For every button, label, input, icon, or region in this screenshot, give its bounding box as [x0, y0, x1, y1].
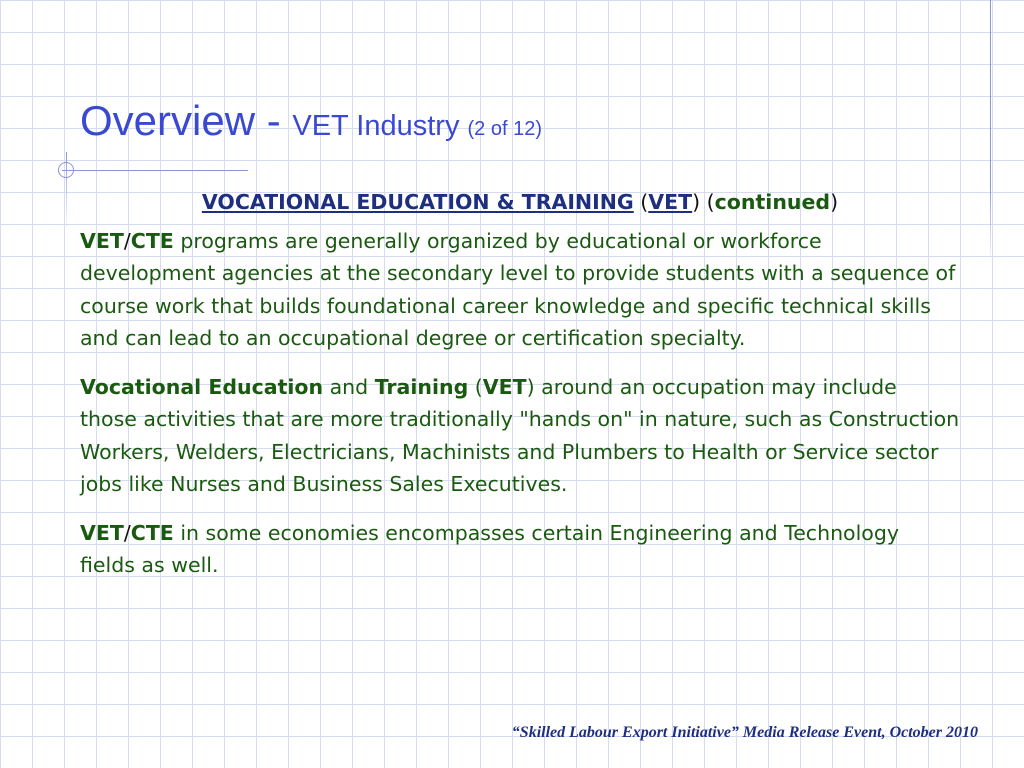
- keyword-vocational-education: Vocational Education: [80, 374, 324, 399]
- slide-body: [80, 186, 960, 598]
- paragraph-text: programs are generally organized by educational or workforce development agencies at the secondary level to provide students with a sequence of course work that builds foundational career knowledge and specific technical skills and can lead to an occupational degree or certification specialty.: [80, 228, 956, 350]
- title-rule-circle: [58, 162, 74, 178]
- paren-open: (: [468, 374, 483, 399]
- section-heading: [80, 186, 960, 219]
- keyword-cte: CTE: [130, 228, 174, 253]
- right-vertical-rule: [990, 0, 991, 264]
- heading-paren-mid: ) (: [692, 190, 715, 214]
- keyword-cte: CTE: [130, 520, 174, 545]
- slide-footer: “Skilled Labour Export Initiative” Media Release Event, October 2010: [511, 724, 978, 741]
- heading-paren-close: ): [830, 190, 839, 214]
- slide-title: [80, 97, 542, 144]
- paragraph-text: in some economies encompasses certain Engineering and Technology fields as well.: [80, 520, 899, 577]
- title-main: Overview -: [80, 97, 293, 144]
- keyword-training: Training: [374, 374, 469, 399]
- paragraph-vet-cte-fields: [80, 517, 960, 582]
- keyword-vet: VET: [482, 374, 527, 399]
- heading-continued: continued: [714, 190, 831, 214]
- slash: /: [123, 228, 131, 253]
- keyword-vet: VET: [80, 520, 124, 545]
- heading-vocational-education: VOCATIONAL EDUCATION & TRAINING: [201, 190, 634, 214]
- title-sub: VET Industry: [292, 110, 468, 142]
- paragraph-vocational-education: [80, 371, 960, 501]
- heading-vet: VET: [648, 190, 693, 214]
- conjunction-and: and: [323, 374, 375, 399]
- keyword-vet: VET: [80, 228, 124, 253]
- title-underline: [62, 170, 248, 171]
- slash: /: [123, 520, 131, 545]
- paragraph-text: ) around an occupation may include those activities that are more traditionally "hands on" in nature, such as Construction Workers, Welders, Electricians, Machinists and Plumbers to Health or Service sector jobs like Nurses and Business Sales Executives.: [80, 374, 960, 496]
- heading-paren-open: (: [633, 190, 649, 214]
- title-page-count: (2 of 12): [467, 118, 542, 140]
- paragraph-vet-cte-programs: [80, 225, 960, 355]
